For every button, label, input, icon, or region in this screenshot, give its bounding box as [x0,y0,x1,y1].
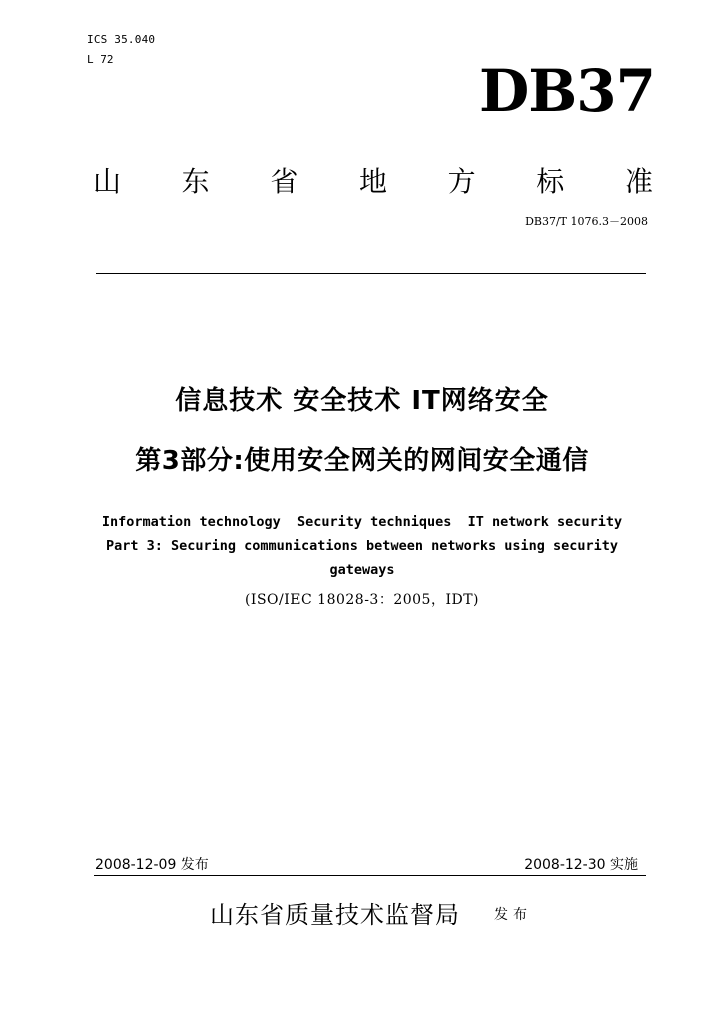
classification-code: L 72 [87,53,114,66]
title-cn-line2: 第3部分:使用安全网关的网间安全通信 [135,446,589,476]
standard-type-char: 标 [536,165,565,198]
publisher-name: 山东省质量技术监督局 [210,901,460,929]
standard-type-char: 准 [624,165,653,198]
publish-label: 发布 [494,907,532,923]
standard-type-char: 地 [358,165,387,198]
implementation-date: 2008-12-30 实施 [524,857,638,873]
title-en-line3: gateways [329,562,395,578]
ics-code: ICS 35.040 [87,33,156,46]
iso-reference: (ISO/IEC 18028-3：2005，IDT) [244,592,480,608]
title-en [0,510,724,582]
standard-type-char: 方 [447,165,476,198]
standard-type-char: 东 [181,165,210,198]
title-en-line1: Information technology Security techniques IT network security [101,514,623,530]
standard-type-char: 省 [270,165,299,198]
header-divider [96,273,646,274]
issue-date: 2008-12-09 发布 [95,857,209,873]
title-en-line2: Part 3: Securing communications between networks using security [105,538,619,554]
title-cn-line1: 信息技术 安全技术 IT网络安全 [175,386,549,416]
standard-code-logo: DB37 [478,57,655,125]
standard-type [93,165,653,198]
footer-divider [94,875,646,876]
standard-type-char: 山 [93,165,122,198]
standard-number: DB37/T 1076.3－2008 [525,215,648,228]
